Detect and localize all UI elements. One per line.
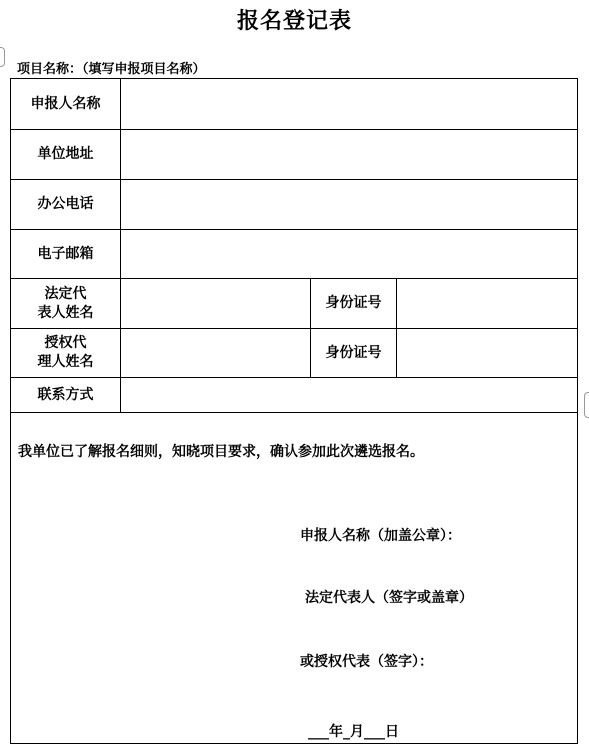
office-phone-label: 办公电话 — [11, 180, 121, 229]
row-legal-representative — [11, 279, 577, 329]
legal-rep-name-field[interactable] — [121, 279, 311, 328]
declaration-text: 我单位已了解报名细则，知晓项目要求，确认参加此次遴选报名。 — [18, 444, 424, 460]
legal-rep-label-line2: 表人姓名 — [37, 304, 94, 321]
applicant-name-field[interactable] — [121, 79, 577, 129]
legal-rep-signature-line: 法定代表人（签字或盖章） — [305, 590, 473, 606]
row-email — [11, 230, 577, 279]
authorized-rep-id-field[interactable] — [397, 329, 577, 377]
legal-rep-id-label: 身份证号 — [311, 279, 397, 328]
row-applicant-name — [11, 79, 577, 130]
contact-label: 联系方式 — [11, 378, 121, 412]
authorized-rep-name-field[interactable] — [121, 329, 311, 377]
authorized-rep-id-label: 身份证号 — [311, 329, 397, 377]
office-phone-field[interactable] — [121, 180, 577, 229]
email-field[interactable] — [121, 230, 577, 278]
page-edge-marker-right — [584, 392, 589, 418]
authorized-rep-label-line2: 理人姓名 — [37, 354, 94, 370]
form-title: 报名登记表 — [236, 8, 352, 34]
row-authorized-representative — [11, 329, 577, 378]
contact-field[interactable] — [121, 378, 577, 412]
registration-form-table — [10, 78, 578, 744]
authorized-signature-line: 或授权代表（签字）： — [300, 654, 433, 670]
authorized-rep-label-line1: 授权代 — [44, 335, 87, 351]
page-edge-marker-left — [0, 47, 5, 67]
row-contact — [11, 378, 577, 413]
unit-address-label: 单位地址 — [11, 130, 121, 179]
row-office-phone — [11, 180, 577, 230]
email-label: 电子邮箱 — [11, 230, 121, 278]
date-line: ___年_月___日 — [308, 724, 399, 740]
unit-address-field[interactable] — [121, 130, 577, 179]
legal-rep-id-field[interactable] — [397, 279, 577, 328]
authorized-rep-label — [11, 329, 121, 377]
project-name-line: 项目名称：（填写申报项目名称） — [17, 62, 206, 77]
row-unit-address — [11, 130, 577, 180]
applicant-name-label: 申报人名称 — [11, 79, 121, 129]
legal-rep-label-line1: 法定代 — [44, 285, 87, 302]
legal-rep-label — [11, 279, 121, 328]
applicant-seal-line: 申报人名称（加盖公章）： — [300, 528, 461, 544]
